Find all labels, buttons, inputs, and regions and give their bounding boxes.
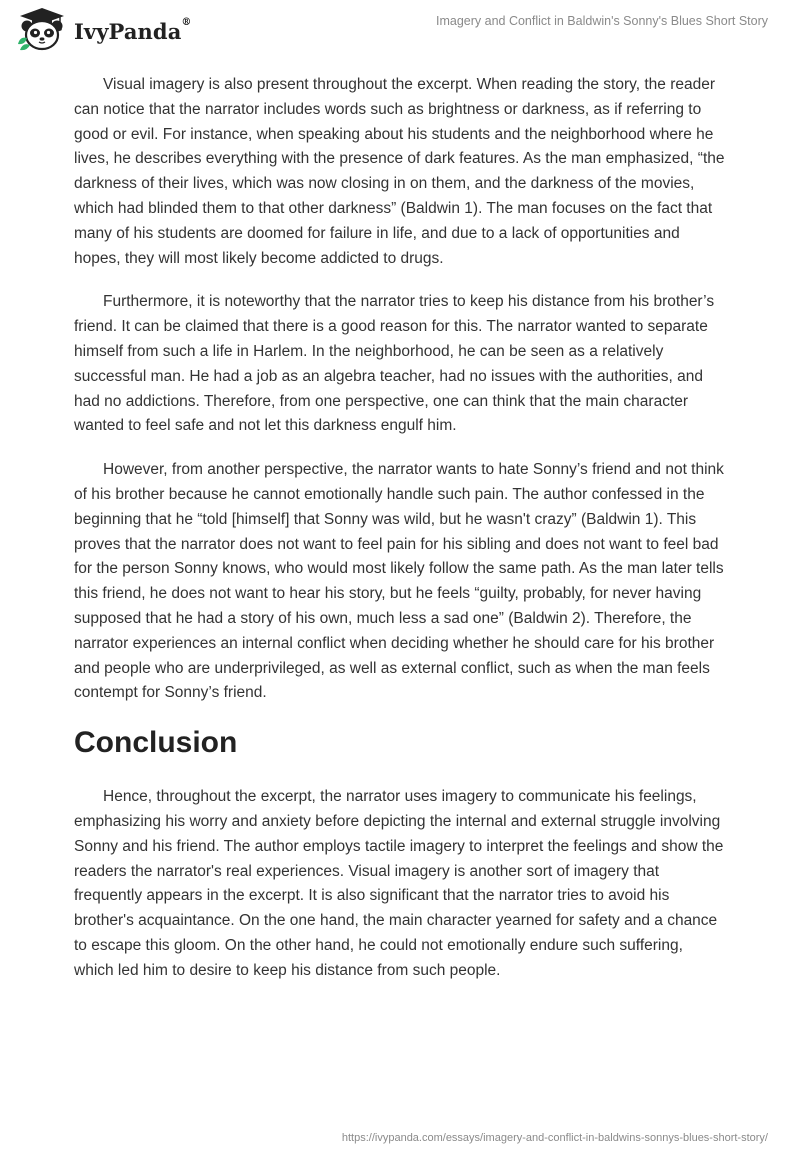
conclusion-paragraph: Hence, throughout the excerpt, the narrator uses imagery to communicate his feelings, emphasizing his worry and anxiety before depicting the internal and external struggle involving Sonny and his friend. The author employs tactile imagery to interpret the feelings and show the readers the narrator's real experiences. Visual imagery is another sort of imagery that frequently appears in the excerpt. It is also significant that the narrator tries to avoid his brother's acquaintance. On the one hand, the main character yearned for safety and a chance to escape this gloom. On the other hand, he could not emotionally endure such suffering, which led him to desire to keep his distance from such people. (74, 788, 724, 979)
essay-body (74, 73, 726, 1003)
panda-graduate-icon (14, 6, 70, 52)
brand-name (74, 16, 192, 44)
paragraph: However, from another perspective, the narrator wants to hate Sonny’s friend and not think of his brother because he cannot emotionally handle such pain. The author confessed in the beginning that he “told [himself] that Sonny was wild, but he wasn't crazy” (Baldwin 1). This proves that the narrator does not want to feel pain for his sibling and does not want to feel bad for the person Sonny knows, who would most likely follow the same path. As the man later tells this friend, he does not want to hear his story, but he feels “guilty, probably, for never having supposed that he had a story of his own, much less a sad one” (Baldwin 2). Therefore, the narrator experiences an internal conflict when deciding whether he should care for his brother and people who are underprivileged, as well as external conflict, such as when the man feels contempt for Sonny’s friend. (74, 461, 724, 702)
registered-mark: ® (181, 16, 192, 28)
paragraph: Visual imagery is also present throughout the excerpt. When reading the story, the reader can notice that the narrator includes words such as brightness or darkness, as if referring to good or evil. For instance, when speaking about his students and the neighborhood where he lives, he describes everything with the presence of dark features. As the man emphasized, “the darkness of their lives, which was now closing in on them, and the darkness of the movies, which had blinded them to that other darkness” (Baldwin 1). The man focuses on the fact that many of his students are doomed for failure in life, and due to a lack of opportunities and hopes, they will most likely become addicted to drugs. (74, 76, 725, 267)
paragraph: Furthermore, it is noteworthy that the narrator tries to keep his distance from his brother’s friend. It can be claimed that there is a good reason for this. The narrator wanted to separate himself from such a life in Harlem. In the neighborhood, he can be seen as a relatively successful man. He had a job as an algebra teacher, had no issues with the authorities, and had no addictions. Therefore, from one perspective, one can think that the main character wanted to feel safe and not let this darkness engulf him. (74, 293, 715, 435)
page-header (0, 0, 800, 60)
source-url[interactable]: https://ivypanda.com/essays/imagery-and-conflict-in-baldwins-sonnys-blues-short-story/ (341, 1132, 768, 1144)
conclusion-heading: Conclusion (74, 726, 238, 760)
document-title: Imagery and Conflict in Baldwin's Sonny's Blues Short Story (435, 14, 768, 28)
brand-text: IvyPanda (74, 18, 182, 44)
ivypanda-logo[interactable] (14, 6, 192, 52)
